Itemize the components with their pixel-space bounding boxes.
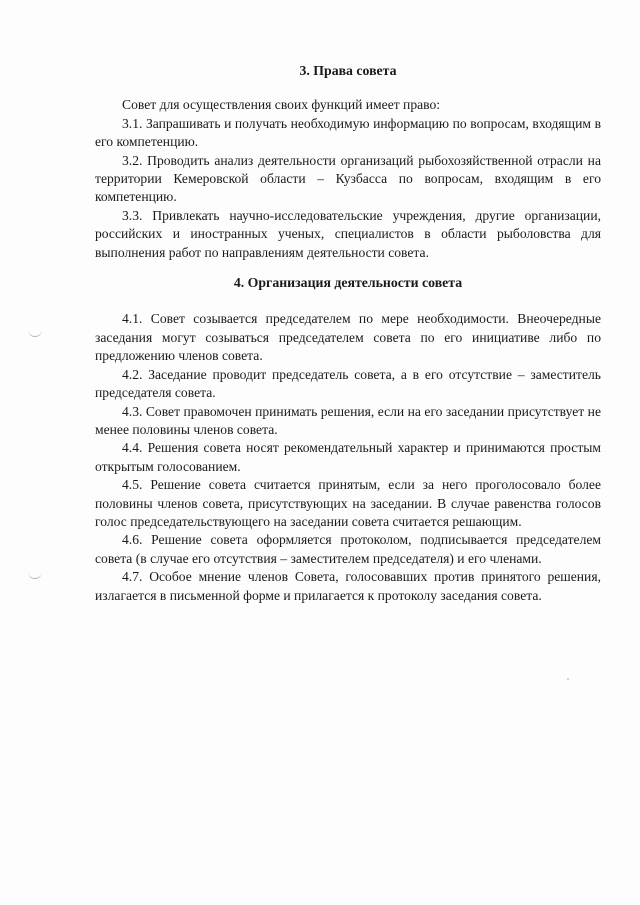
section-4-heading: 4. Организация деятельности совета	[233, 275, 463, 291]
clause-4-2: 4.2. Заседание проводит председатель совета, а в его отсутствие – заместитель председателя совета.	[95, 366, 601, 401]
clause-3-1: 3.1. Запрашивать и получать необходимую информацию по вопросам, входящим в его компетенцию.	[95, 115, 601, 150]
clause-3-3: 3.3. Привлекать научно-исследовательские учреждения, другие организации, российских и иностранных ученых, специалистов в области рыболовства для выполнения работ по направлениям деятельности совета.	[95, 207, 601, 260]
clause-4-3: 4.3. Совет правомочен принимать решения, если на его заседании присутствует не менее половины членов совета.	[95, 403, 601, 437]
document-body	[95, 58, 601, 605]
section-3-intro: Совет для осуществления своих функций имеет право:	[122, 97, 441, 113]
scan-artifact	[28, 572, 42, 579]
clause-4-5: 4.5. Решение совета считается принятым, если за него проголосовало более половины членов совета, присутствующих на заседании. В случае равенства голосов голос председательствующего на заседании совета считается решающим.	[95, 477, 601, 529]
scan-speck	[567, 678, 569, 680]
clause-3-2: 3.2. Проводить анализ деятельности организаций рыбохозяйственной отрасли на территории Кемеровской области – Кузбасса по вопросам, входящим в его компетенцию.	[95, 152, 601, 205]
clause-4-7: 4.7. Особое мнение членов Совета, голосовавших против принятого решения, излагается в письменной форме и прилагается к протоколу заседания совета.	[95, 569, 601, 603]
clause-4-1: 4.1. Совет созывается председателем по мере необходимости. Внеочередные заседания могут созываться председателем совета по его инициативе либо по предложению членов совета.	[95, 311, 601, 364]
clause-4-6: 4.6. Решение совета оформляется протоколом, подписывается председателем совета (в случае его отсутствия – заместителем председателя) и его членами.	[95, 532, 601, 566]
scan-artifact	[28, 330, 42, 337]
clause-4-4: 4.4. Решения совета носят рекомендательный характер и принимаются простым открытым голосованием.	[95, 440, 601, 474]
section-3-heading: 3. Права совета	[299, 63, 397, 78]
